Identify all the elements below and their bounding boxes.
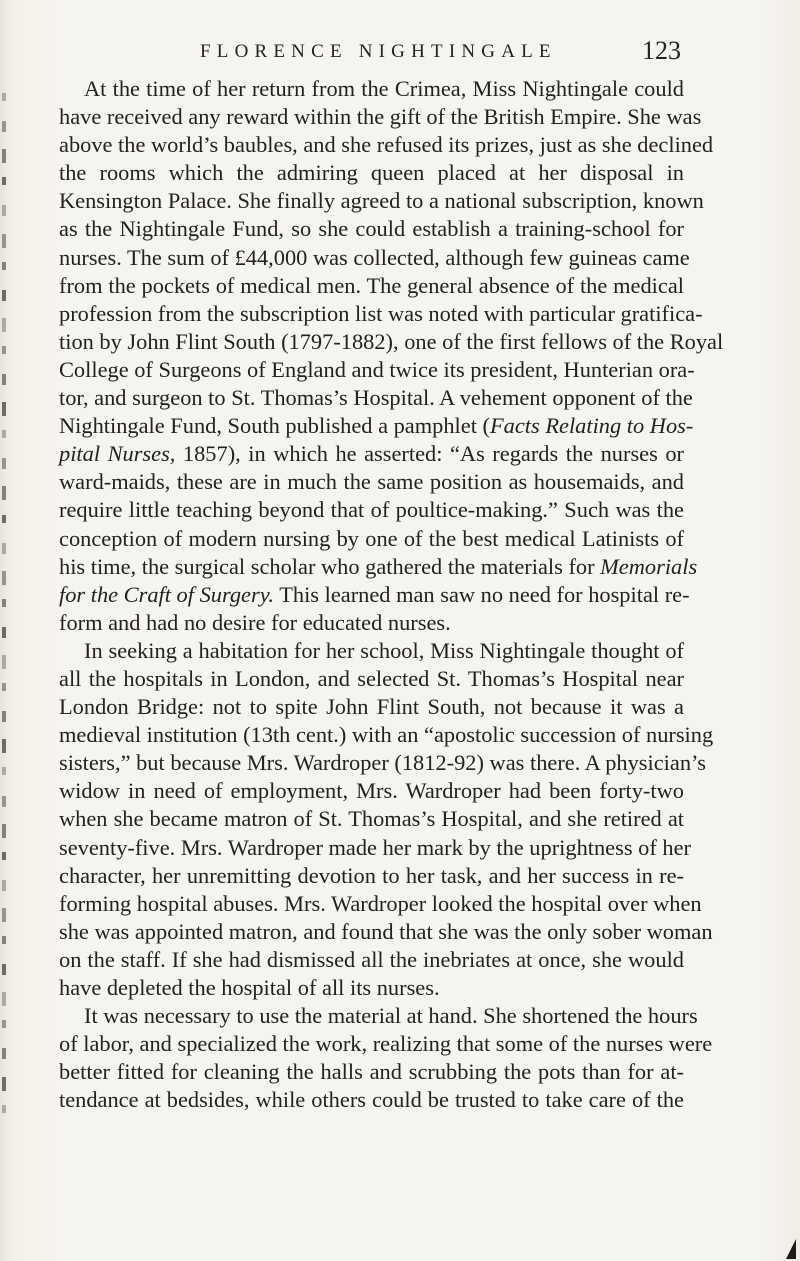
text-line — [59, 440, 684, 468]
text-line — [59, 609, 684, 637]
text-span: 1857), in which he asserted: “As regards the nurses or — [175, 441, 684, 467]
text-line — [59, 1030, 713, 1058]
text-span: medieval institution (13th cent.) with an “apostolic succession of nursing — [59, 722, 714, 748]
text-span: character, her unremitting devotion to her task, and her success in re- — [59, 862, 684, 888]
text-span: form and had no desire for educated nurses. — [59, 609, 451, 635]
text-span: the rooms which the admiring queen placed at her disposal in — [59, 160, 684, 186]
paragraph — [59, 637, 714, 1002]
text-line — [59, 1002, 698, 1030]
text-line — [59, 525, 684, 553]
text-line — [59, 300, 703, 328]
text-span: on the staff. If she had dismissed all the inebriates at once, she would — [59, 946, 684, 972]
text-span: seventy-five. Mrs. Wardroper made her mark by the uprightness of her — [59, 834, 691, 860]
text-span: ward-maids, these are in much the same position as housemaids, and — [59, 469, 684, 495]
text-line — [59, 890, 702, 918]
text-line — [59, 131, 714, 159]
text-span: This learned man saw no need for hospital re- — [274, 581, 690, 607]
text-line — [59, 468, 684, 496]
page-number: 123 — [642, 36, 681, 65]
text-line — [59, 581, 690, 609]
text-span: It was necessary to use the material at hand. She shortened the hours — [84, 1003, 698, 1029]
text-span: forming hospital abuses. Mrs. Wardroper looked the hospital over when — [59, 890, 702, 916]
page-corner-mark — [786, 1239, 796, 1259]
text-line — [59, 496, 684, 524]
text-span: have depleted the hospital of all its nurses. — [59, 975, 440, 1000]
text-line — [59, 777, 684, 805]
text-span: above the world’s baubles, and she refused its prizes, just as she declined — [59, 132, 714, 158]
italic-title-span: for the Craft of Surgery. — [59, 581, 274, 607]
text-line — [59, 693, 684, 721]
text-span: she was appointed matron, and found that she was the only sober woman — [59, 918, 713, 944]
text-line — [59, 75, 684, 103]
text-line — [59, 665, 684, 693]
text-span: as the Nightingale Fund, so she could establish a training-school for — [59, 216, 684, 242]
text-span: tendance at bedsides, while others could be trusted to take care of the — [59, 1087, 684, 1113]
text-span: College of Surgeons of England and twice its president, Hunterian ora- — [59, 356, 695, 382]
text-line — [59, 749, 706, 777]
text-span: all the hospitals in London, and selected St. Thomas’s Hospital near — [59, 665, 684, 691]
text-line — [59, 1058, 684, 1086]
text-line — [59, 918, 713, 946]
text-line — [59, 637, 684, 665]
text-span: sisters,” but because Mrs. Wardroper (1812-92) was there. A physician’s — [59, 750, 706, 776]
text-span: Kensington Palace. She finally agreed to a national subscription, known — [59, 188, 704, 214]
text-span: when she became matron of St. Thomas’s Hospital, and she retired at — [59, 806, 684, 832]
text-span: require little teaching beyond that of poultice-making.” Such was the — [59, 497, 684, 523]
text-span: tion by John Flint South (1797-1882), one of the first fellows of the Royal — [59, 328, 724, 354]
text-line — [59, 553, 698, 581]
italic-title-span: Facts Relating to Hos- — [489, 413, 694, 439]
text-span: his time, the surgical scholar who gathered the materials for — [59, 553, 601, 579]
text-line — [59, 805, 684, 833]
text-line — [59, 159, 684, 187]
text-span: from the pockets of medical men. The general absence of the medical — [59, 272, 684, 298]
text-line — [59, 328, 724, 356]
italic-title-span: Memorials — [600, 553, 698, 579]
text-span: of labor, and specialized the work, realizing that some of the nurses were — [59, 1031, 713, 1057]
text-line — [59, 721, 714, 749]
text-span: In seeking a habitation for her school, Miss Nightingale thought of — [84, 637, 684, 663]
text-line — [59, 356, 695, 384]
binding-gutter-shadow — [0, 0, 14, 1261]
text-line — [59, 412, 694, 440]
text-line — [59, 834, 691, 862]
text-line — [59, 1086, 684, 1114]
text-span: conception of modern nursing by one of the best medical Latinists of — [59, 525, 684, 551]
text-span: better fitted for cleaning the halls and scrubbing the pots than for at- — [59, 1059, 684, 1085]
paragraph — [59, 1002, 713, 1114]
text-line — [59, 946, 684, 974]
text-span: tor, and surgeon to St. Thomas’s Hospital. A vehement opponent of the — [59, 385, 693, 411]
text-line — [59, 384, 693, 412]
text-line — [59, 215, 684, 243]
italic-title-span: pital Nurses, — [59, 441, 176, 467]
text-span: Nightingale Fund, South published a pamphlet ( — [59, 413, 490, 439]
body-text — [59, 75, 724, 1114]
paragraph — [59, 75, 724, 637]
text-span: have received any reward within the gift of the British Empire. She was — [59, 104, 702, 130]
text-span: profession from the subscription list was noted with particular gratifica- — [59, 300, 703, 326]
text-span: At the time of her return from the Crimea, Miss Nightingale could — [84, 76, 684, 101]
running-head: FLORENCE NIGHTINGALE — [200, 41, 557, 62]
text-span: widow in need of employment, Mrs. Wardroper had been forty-two — [59, 778, 684, 804]
text-line — [59, 103, 702, 131]
text-span: nurses. The sum of £44,000 was collected, although few guineas came — [59, 244, 690, 270]
text-line — [59, 272, 684, 300]
text-span: London Bridge: not to spite John Flint South, not because it was a — [59, 694, 684, 720]
text-line — [59, 244, 690, 272]
text-line — [59, 187, 704, 215]
text-line — [59, 974, 684, 1002]
text-line — [59, 862, 684, 890]
